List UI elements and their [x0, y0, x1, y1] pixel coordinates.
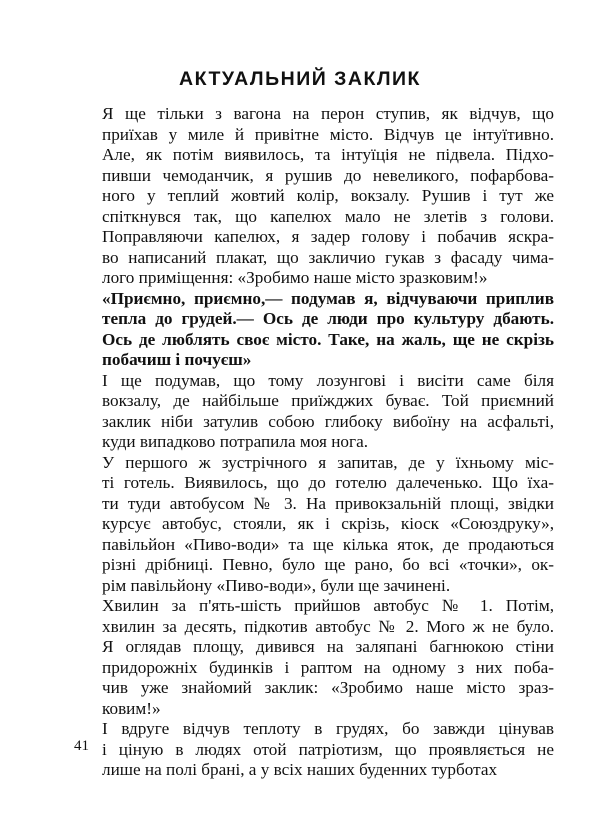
text-line: лого приміщення: «Зробимо наше місто зразковим!»	[102, 268, 488, 287]
text-line: побачиш і почуєш»	[102, 350, 252, 369]
text-line: ти туди автобусом № 3. На привокзальній площі, звідки	[102, 493, 554, 513]
text-line: різні дрібниці. Певно, було ще рано, бо всі «точки», ок-	[102, 555, 554, 574]
article-body	[74, 104, 554, 781]
text-line: придорожніх будинків і раптом на одному з них поба-	[102, 657, 554, 677]
text-line: Я оглядав площу, дивився на заляпані багнюкою стіни	[102, 637, 554, 656]
paragraph	[74, 453, 554, 597]
text-line: І вдруге відчув теплоту в грудях, бо завжди цінував	[102, 719, 554, 738]
paragraph	[74, 289, 554, 371]
text-line: ті готель. Виявилось, що до готелю далеченько. Що їха-	[102, 473, 554, 492]
text-line: ного у теплий жовтий колір, вокзалу. Рушив і тут же	[102, 186, 554, 205]
text-line: Поправляючи капелюх, я задер голову і побачив яскра-	[102, 227, 554, 246]
page-title: АКТУАЛЬНИЙ ЗАКЛИК	[179, 68, 421, 90]
text-line: чив уже знайомий заклик: «Зробимо наше місто зраз-	[102, 678, 554, 697]
text-line: рім павільйону «Пиво-води», були ще зачинені.	[102, 575, 451, 595]
text-line: тепла до грудей.— Ось де люди про культуру дбають.	[102, 309, 554, 328]
text-line: У першого ж зустрічного я запитав, де у їхньому міс-	[102, 452, 554, 472]
text-line: Я ще тільки з вагона на перон ступив, як відчув, що	[102, 104, 554, 123]
text-line: во написаний плакат, що закличио гукав з фасаду чима-	[102, 247, 554, 267]
paragraph	[74, 104, 554, 289]
text-line: лише на полі брані, а у всіх наших буденних турботах	[102, 760, 498, 779]
text-line: заклик ніби затулив собою глибоку вибоїну на асфальті,	[102, 411, 554, 431]
text-line: пивши чемоданчик, я рушив до невеликого, пофарбова-	[102, 165, 554, 185]
text-line: Ось де люблять своє місто. Таке, на жаль, ще не скрізь	[102, 329, 554, 349]
text-line: вокзалу, де найбільше приїжджих буває. Той приємний	[102, 391, 554, 410]
text-line: хвилин за десять, підкотив автобус № 2. Мого ж не було.	[102, 616, 554, 636]
text-line: і ціную в людях отой патріотизм, що проявляється не	[102, 739, 554, 759]
text-line: курсує автобус, стояли, як і скрізь, кіоск «Союздруку»,	[102, 514, 554, 533]
text-line: Але, як потім виявилось, та інтуїція не підвела. Підхо-	[102, 145, 554, 164]
text-line: І ще подумав, що тому лозунгові і висіти саме біля	[102, 370, 554, 390]
text-line: куди випадково потрапила моя нога.	[102, 432, 368, 451]
text-line: спіткнувся так, що капелюх мало не злетів з голови.	[102, 206, 554, 226]
text-line: «Приємно, приємно,— подумав я, відчуваючи приплив	[102, 288, 554, 308]
text-line: приїхав у миле й привітне місто. Відчув це інтуїтивно.	[102, 124, 554, 144]
paragraph	[74, 371, 554, 453]
paragraph	[74, 596, 554, 719]
text-line: Хвилин за п'ять-шість прийшов автобус № 1. Потім,	[102, 596, 554, 615]
paragraph	[74, 719, 554, 781]
text-line: павільйон «Пиво-води» та ще кілька яток, де продаються	[102, 534, 554, 554]
text-line: ковим!»	[102, 698, 161, 718]
page-number: 41	[74, 738, 89, 754]
